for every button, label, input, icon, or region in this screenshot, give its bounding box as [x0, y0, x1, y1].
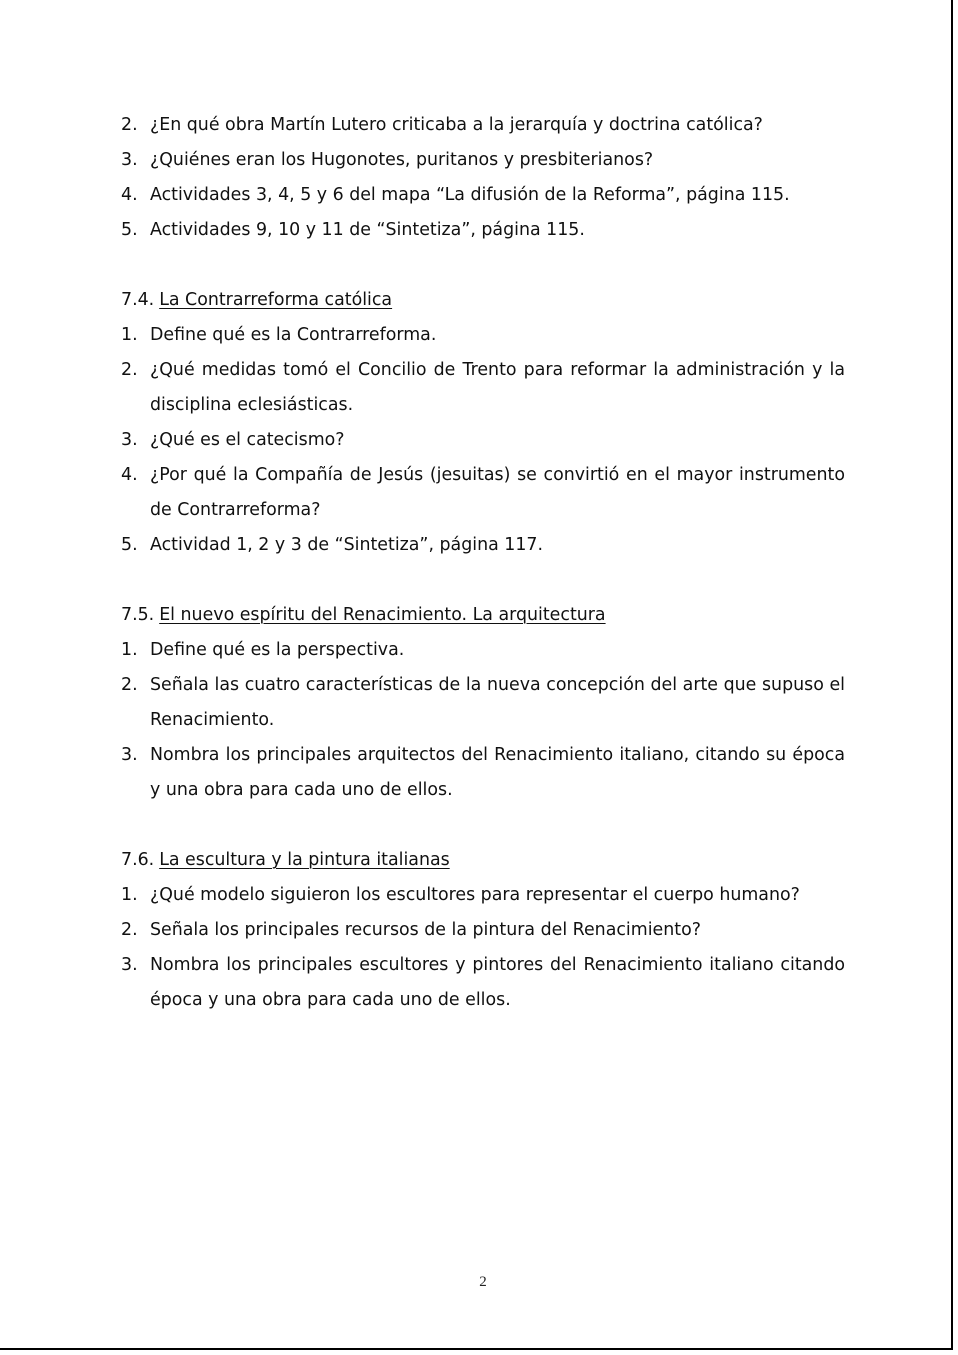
page-number: 2 [479, 1274, 487, 1290]
list-item: 3. ¿Qué es el catecismo? [121, 430, 345, 450]
section-spacer [121, 248, 845, 283]
list-item: 3. ¿Quiénes eran los Hugonotes, puritanos y presbiterianos? [121, 150, 654, 170]
list-item: 3. Nombra los principales escultores y pintores del Renacimiento italiano citando época y una obra para cada uno de ellos. [121, 955, 845, 1010]
list-item: 2. ¿En qué obra Martín Lutero criticaba a la jerarquía y doctrina católica? [121, 115, 763, 135]
list-item: 2. Señala los principales recursos de la pintura del Renacimiento? [121, 920, 701, 940]
list-item: 1. Define qué es la perspectiva. [121, 640, 405, 660]
question-list-continued [121, 108, 845, 248]
list-item: 4. Actividades 3, 4, 5 y 6 del mapa “La difusión de la Reforma”, página 115. [121, 185, 790, 205]
section-heading-7-6: 7.6. La escultura y la pintura italianas [121, 850, 450, 870]
list-item: 1. ¿Qué modelo siguieron los escultores para representar el cuerpo humano? [121, 885, 800, 905]
list-item: 2. ¿Qué medidas tomó el Concilio de Trento para reformar la administración y la disciplina eclesiásticas. [121, 360, 845, 415]
section-spacer [121, 563, 845, 598]
section-heading-7-4: 7.4. La Contrarreforma católica [121, 290, 393, 310]
list-item: 3. Nombra los principales arquitectos del Renacimiento italiano, citando su época y una obra para cada uno de ellos. [121, 745, 845, 800]
list-item: 4. ¿Por qué la Compañía de Jesús (jesuitas) se convirtió en el mayor instrumento de Contrarreforma? [121, 465, 845, 520]
question-list-7-6 [121, 878, 845, 1018]
section-heading-7-5: 7.5. El nuevo espíritu del Renacimiento. La arquitectura [121, 605, 606, 625]
document-content [121, 108, 845, 1018]
list-item: 1. Define qué es la Contrarreforma. [121, 325, 437, 345]
section-spacer [121, 808, 845, 843]
question-list-7-5 [121, 633, 845, 808]
list-item: 5. Actividades 9, 10 y 11 de “Sintetiza”, página 115. [121, 220, 585, 240]
list-item: 5. Actividad 1, 2 y 3 de “Sintetiza”, página 117. [121, 535, 543, 555]
list-item: 2. Señala las cuatro características de la nueva concepción del arte que supuso el Renacimiento. [121, 675, 845, 730]
question-list-7-4 [121, 318, 845, 563]
